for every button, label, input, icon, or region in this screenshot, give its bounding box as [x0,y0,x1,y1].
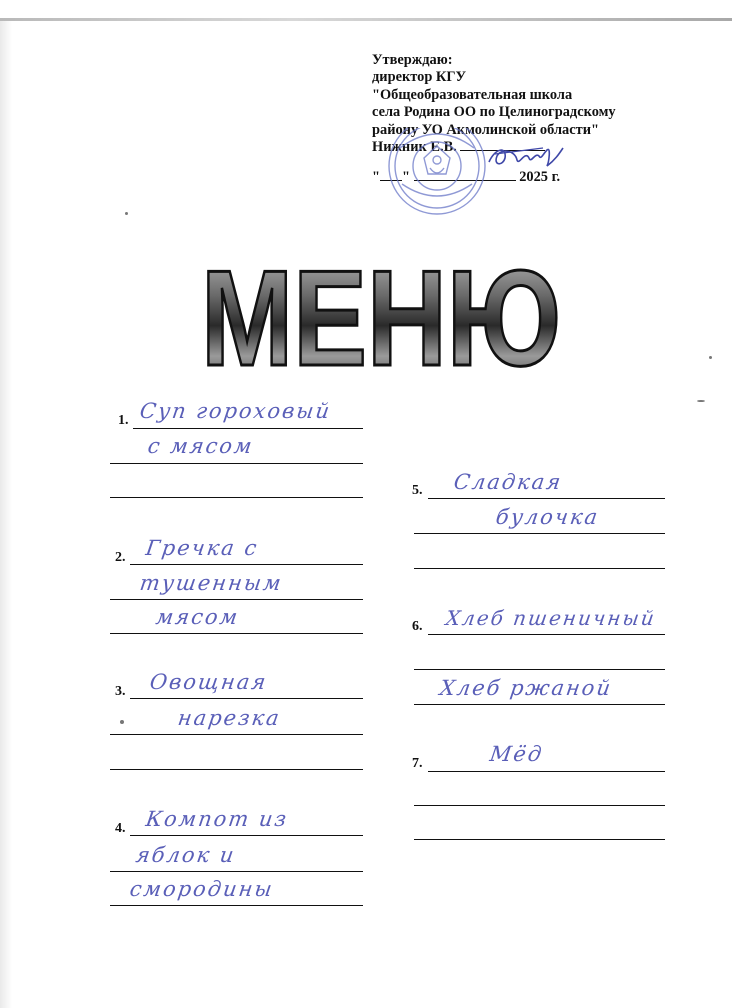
dish-2-text-2: тушенным [138,571,285,595]
item-3-line-1 [130,698,363,699]
item-number-6: 6. [412,619,423,634]
scan-edge-left [0,21,12,1008]
item-7-line-2 [414,805,665,806]
dish-5-text-1: Сладкая [452,470,564,494]
item-number-1: 1. [118,413,129,428]
dish-4-text-3: смородины [128,877,276,901]
item-number-4: 4. [115,821,126,836]
menu-heading-text: МЕНЮ [201,242,561,394]
dish-4-text-2: яблок и [134,843,238,867]
dish-1-text-2: с мясом [146,434,256,458]
item-5-line-1 [428,498,665,499]
item-7-line-3 [414,839,665,840]
scan-edge-top [0,18,732,21]
item-7-line-1 [428,771,665,772]
item-1-line-3 [110,497,363,498]
item-number-7: 7. [412,756,423,771]
dish-3-text-1: Овощная [148,670,270,694]
dish-6-text-2: Хлеб ржаной [438,676,614,700]
dish-2-text-1: Гречка с [144,536,261,560]
item-number-2: 2. [115,550,126,565]
date-year: 2025 г. [519,169,561,186]
menu-heading [196,242,566,394]
director-name: Нижник Е.В. [372,139,457,156]
official-seal [372,128,502,228]
dish-4-text-1: Компот из [144,807,290,831]
item-number-3: 3. [115,684,126,699]
item-1-line-1 [133,428,363,429]
dish-6-text-1: Хлеб пшеничный [444,606,658,630]
item-4-line-3 [110,905,363,906]
item-number-5: 5. [412,483,423,498]
item-2-line-2 [110,599,363,600]
item-2-line-3 [110,633,363,634]
approval-org-2: села Родина ОО по Целиноградскому [372,104,616,121]
dish-3-text-2: нарезка [176,706,283,730]
item-2-line-1 [130,564,363,565]
approval-org-3: району УО Акмолинской области" [372,121,599,138]
item-3-line-2 [110,734,363,735]
dish-1-text-1: Суп гороховый [138,399,333,423]
scan-speck [709,356,712,359]
dish-7-text-1: Мёд [488,742,545,766]
scan-speck [697,400,705,402]
item-4-line-2 [110,871,363,872]
scan-speck [120,720,124,724]
date-quote-close: " [402,169,410,186]
date-quote-open: " [372,169,380,186]
approval-org-1: "Общеобразовательная школа [372,86,573,103]
item-6-line-2 [414,669,665,670]
approval-heading: Утверждаю: [372,52,453,68]
item-6-line-3 [414,704,665,705]
item-5-line-3 [414,568,665,569]
item-3-line-3 [110,769,363,770]
item-4-line-1 [130,835,363,836]
scan-speck [125,212,128,215]
approval-position: директор КГУ [372,69,467,86]
item-6-line-1 [428,634,665,635]
director-signature [485,140,565,174]
item-1-line-2 [110,463,363,464]
dish-5-text-2: булочка [494,505,601,529]
item-5-line-2 [414,533,665,534]
dish-2-text-3: мясом [154,605,241,629]
